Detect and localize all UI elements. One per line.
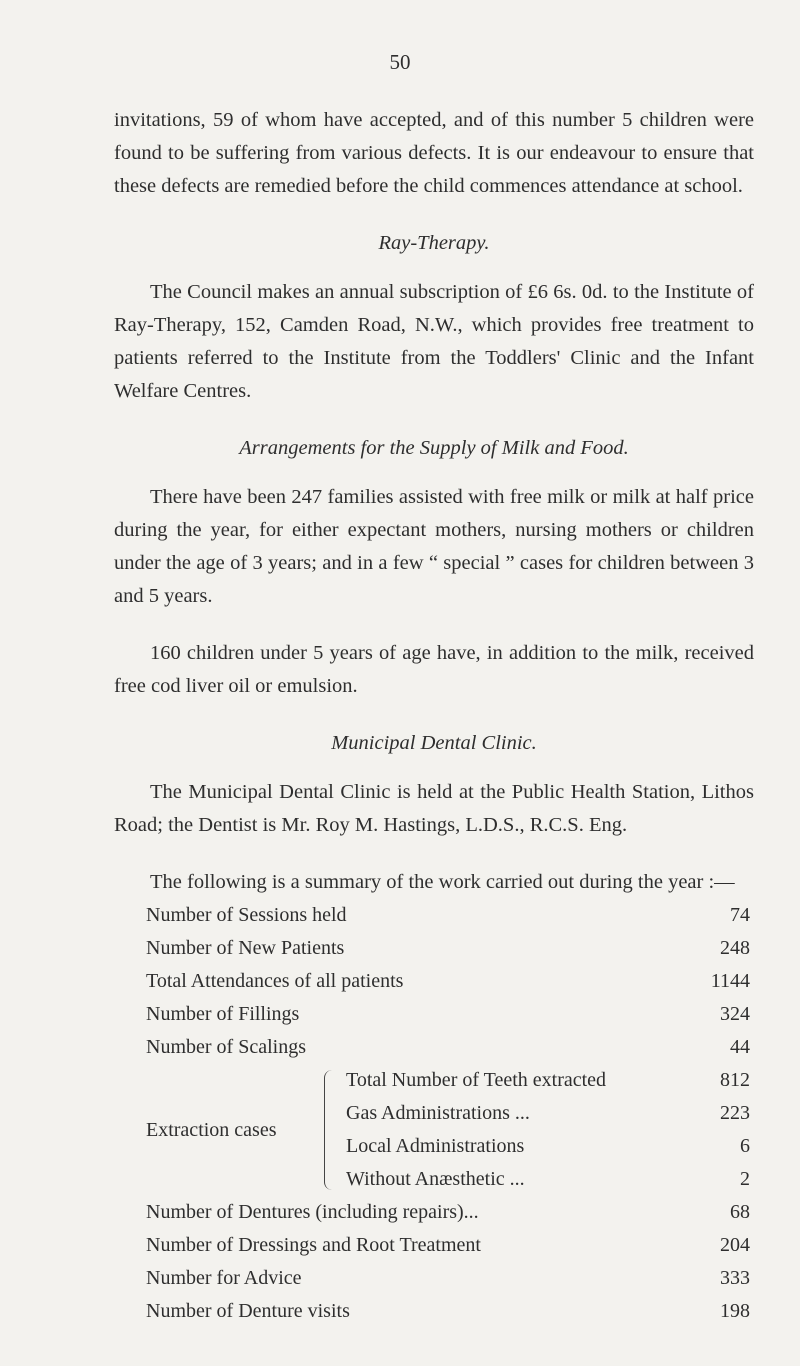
summary-table-bottom — [146, 1196, 750, 1328]
summary-row-label: Number of Fillings — [146, 1003, 300, 1025]
summary-row-value: 1144 — [710, 970, 750, 992]
supply-paragraph-2: 160 children under 5 years of age have, in addition to the milk, received free cod liver oil or emulsion. — [114, 642, 754, 697]
summary-row — [146, 998, 750, 1031]
summary-row-value: 333 — [720, 1267, 750, 1289]
extraction-cases-label: Extraction cases — [146, 1119, 277, 1141]
summary-row — [146, 899, 750, 932]
summary-row — [146, 1031, 750, 1064]
summary-row-label: Number of Dressings and Root Treatment — [146, 1234, 481, 1256]
summary-row-value: 198 — [720, 1300, 750, 1322]
summary-row-value: 324 — [720, 1003, 750, 1025]
extraction-row-value: 2 — [740, 1168, 750, 1190]
summary-row-value: 248 — [720, 937, 750, 959]
summary-row — [146, 1196, 750, 1229]
summary-row-label: Number of Sessions held — [146, 904, 347, 926]
brace-icon — [324, 1070, 337, 1190]
intro-paragraph: invitations, 59 of whom have accepted, and of this number 5 children were found to be suffering from various defects. It is our endeavour to ensure that these defects are remedied before the child commences attendance at school. — [114, 109, 754, 197]
extraction-row-label: Without Anæsthetic ... — [346, 1168, 525, 1190]
extraction-row-value: 223 — [720, 1102, 750, 1124]
summary-row-label: Number of Denture visits — [146, 1300, 350, 1322]
ray-therapy-heading: Ray-Therapy. — [378, 232, 490, 254]
extraction-row-label: Total Number of Teeth extracted — [346, 1069, 607, 1091]
ray-therapy-paragraph: The Council makes an annual subscription of £6 6s. 0d. to the Institute of Ray-Therapy, 152, Camden Road, N.W., which provides free treatment to patients referred to the Institute from the Toddlers' Clinic and the Infant Welfare Centres. — [114, 281, 754, 402]
summary-row-label: Number of Dentures (including repairs)... — [146, 1201, 479, 1223]
extraction-row-label: Gas Administrations ... — [346, 1102, 530, 1124]
summary-row — [146, 1295, 750, 1328]
summary-table-top — [146, 899, 750, 1064]
extraction-row — [346, 1064, 750, 1097]
extraction-row — [346, 1163, 750, 1196]
summary-row-label: Number of Scalings — [146, 1036, 306, 1058]
summary-row-value: 204 — [720, 1234, 750, 1256]
summary-intro: The following is a summary of the work carried out during the year :— — [150, 871, 735, 893]
supply-paragraph-1: There have been 247 families assisted with free milk or milk at half price during the year, for either expectant mothers, nursing mothers or children under the age of 3 years; and in a few “ special ” cases for children between 3 and 5 years. — [114, 486, 754, 607]
summary-row-value: 44 — [730, 1036, 750, 1058]
summary-row — [146, 965, 750, 998]
page-number: 50 — [389, 50, 411, 74]
summary-row — [146, 1262, 750, 1295]
summary-row — [146, 932, 750, 965]
summary-row — [146, 1229, 750, 1262]
dental-paragraph: The Municipal Dental Clinic is held at the Public Health Station, Lithos Road; the Dentist is Mr. Roy M. Hastings, L.D.S., R.C.S. Eng. — [114, 781, 754, 836]
summary-row-label: Number of New Patients — [146, 937, 345, 959]
summary-row-value: 74 — [730, 904, 750, 926]
extraction-row — [346, 1097, 750, 1130]
page-content — [114, 104, 754, 1328]
dental-heading: Municipal Dental Clinic. — [331, 732, 537, 754]
summary-row-value: 68 — [730, 1201, 750, 1223]
supply-heading: Arrangements for the Supply of Milk and Food. — [239, 437, 629, 459]
summary-row-label: Total Attendances of all patients — [146, 970, 404, 992]
extraction-row-value: 812 — [720, 1069, 750, 1091]
extraction-row-label: Local Administrations — [346, 1135, 525, 1157]
extraction-row-value: 6 — [740, 1135, 750, 1157]
summary-row-label: Number for Advice — [146, 1267, 302, 1289]
extraction-row — [346, 1130, 750, 1163]
extraction-cases-group — [146, 1064, 750, 1196]
